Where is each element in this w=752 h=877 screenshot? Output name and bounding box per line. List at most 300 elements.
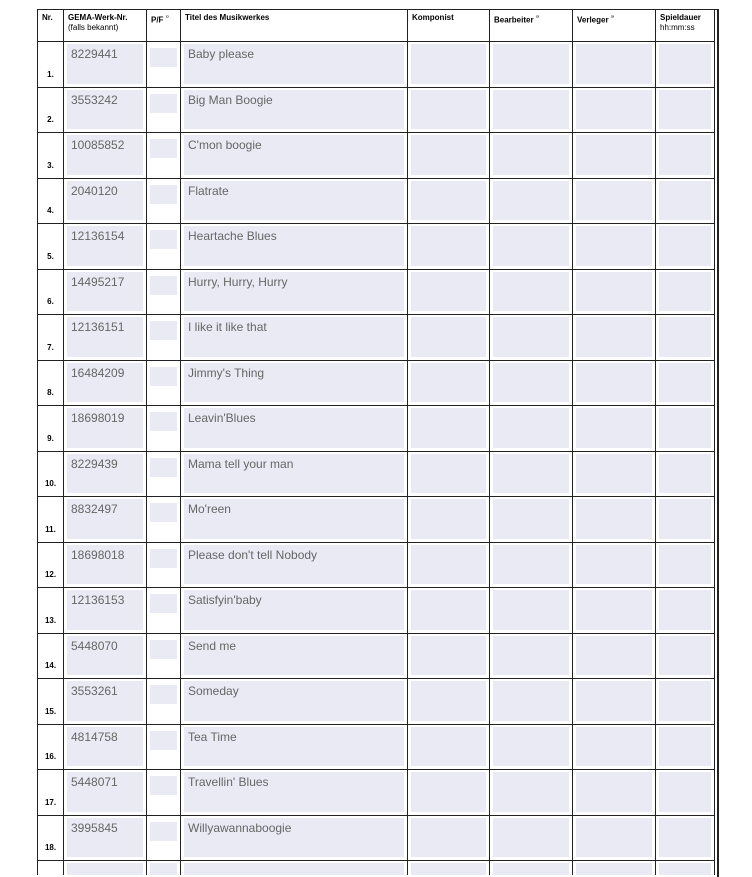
pf-field[interactable] [150,458,177,477]
row-number-label: 5. [47,251,54,261]
title-field[interactable] [184,545,404,585]
publisher-field[interactable] [576,226,652,266]
partial-row-cell [38,861,64,875]
music-works-form [37,9,717,875]
title-cell [181,361,408,407]
title-field-value: Jimmy's Thing [188,365,265,380]
arranger-cell [490,634,573,680]
row-number-label: 7. [47,342,54,352]
gema-number-field[interactable] [67,727,143,767]
partial-row-field[interactable] [576,863,652,875]
arranger-cell [490,679,573,725]
header-duration [656,10,715,42]
arranger-cell [490,88,573,134]
row-number [38,315,64,361]
publisher-cell [573,133,656,179]
partial-row-cell [181,861,408,875]
row-number [38,588,64,634]
header-arranger-footnote: ²⁾ [535,15,539,21]
gema-number-field-value: 18698018 [71,547,125,562]
duration-cell [656,133,715,179]
duration-cell [656,88,715,134]
pf-field[interactable] [150,503,177,522]
publisher-field[interactable] [576,727,652,767]
duration-cell [656,179,715,225]
row-number [38,361,64,407]
row-number-label: 10. [44,479,57,488]
composer-field[interactable] [411,135,486,175]
pf-field[interactable] [150,640,177,659]
header-title-label: Titel des Musikwerkes [185,13,270,22]
publisher-cell [573,725,656,771]
pf-field[interactable] [150,139,177,158]
pf-field[interactable] [150,412,177,431]
pf-cell [147,452,181,498]
duration-field[interactable] [659,272,711,312]
row-number-label: 1. [47,69,54,79]
title-field[interactable] [184,818,404,858]
row-number-label: 17. [44,797,57,807]
pf-cell [147,725,181,771]
title-cell [181,270,408,316]
title-field[interactable] [184,226,404,266]
header-title [181,10,408,42]
composer-field[interactable] [411,226,486,266]
gema-number-field[interactable] [67,499,143,539]
row-number [38,270,64,316]
gema-number-field[interactable] [67,408,143,448]
gema-number-field[interactable] [67,363,143,403]
publisher-field[interactable] [576,590,652,630]
gema-number-field-value: 8832497 [71,502,118,516]
composer-field[interactable] [411,636,486,676]
pf-field[interactable] [150,685,177,704]
gema-number-field[interactable] [67,135,143,175]
duration-field[interactable] [659,181,711,221]
publisher-field[interactable] [576,499,652,539]
duration-cell [656,588,715,634]
title-cell [181,179,408,225]
publisher-cell [573,588,656,634]
composer-cell [408,315,490,361]
title-field-value: Travellin' Blues [188,775,269,789]
composer-field[interactable] [411,499,486,539]
arranger-field[interactable] [493,272,569,312]
composer-field[interactable] [411,772,486,812]
arranger-cell [490,315,573,361]
publisher-field[interactable] [576,44,652,84]
publisher-field[interactable] [576,818,652,858]
duration-field[interactable] [659,226,711,266]
pf-cell [147,770,181,816]
pf-field[interactable] [150,367,177,386]
title-field[interactable] [184,499,404,539]
pf-field[interactable] [150,822,177,841]
gema-number-field-value: 16484209 [71,365,125,380]
partial-row-field[interactable] [493,863,569,875]
pf-field[interactable] [150,230,177,249]
title-field[interactable] [184,727,404,767]
row-number-label: 9. [47,433,54,443]
duration-cell [656,452,715,498]
duration-cell [656,42,715,88]
arranger-field[interactable] [493,727,569,767]
composer-field[interactable] [411,90,486,130]
gema-number-field[interactable] [67,317,143,357]
gema-number-field-value: 8229439 [71,456,118,471]
pf-cell [147,270,181,316]
arranger-field[interactable] [493,772,569,812]
row-number [38,406,64,452]
pf-cell [147,179,181,225]
duration-field[interactable] [659,727,711,767]
gema-number-field-value: 5448070 [71,638,118,653]
row-number [38,497,64,543]
arranger-cell [490,42,573,88]
title-field-value: Please don't tell Nobody [188,547,318,562]
row-number-label: 14. [44,661,57,670]
header-nr-label: Nr. [42,13,53,22]
row-number [38,452,64,498]
composer-field[interactable] [411,818,486,858]
title-field-value: Send me [188,638,237,653]
arranger-cell [490,361,573,407]
pf-cell [147,497,181,543]
pf-field[interactable] [150,94,177,113]
pf-cell [147,88,181,134]
title-field-value: Satisfyin'baby [188,593,262,607]
row-number-label: 4. [47,206,54,215]
pf-field[interactable] [150,276,177,295]
pf-field[interactable] [150,185,177,204]
partial-row-cell [408,861,490,875]
publisher-field[interactable] [576,681,652,721]
header-duration-sub: hh:mm:ss [660,23,695,32]
row-number [38,224,64,270]
publisher-cell [573,770,656,816]
publisher-field[interactable] [576,454,652,494]
duration-field[interactable] [659,44,711,84]
row-number [38,133,64,179]
composer-field[interactable] [411,181,486,221]
composer-cell [408,361,490,407]
gema-cell [64,679,147,725]
composer-cell [408,133,490,179]
composer-cell [408,588,490,634]
publisher-cell [573,406,656,452]
pf-field[interactable] [150,48,177,67]
partial-row-cell [573,861,656,875]
gema-number-field[interactable] [67,545,143,585]
publisher-cell [573,224,656,270]
publisher-cell [573,179,656,225]
title-cell [181,452,408,498]
pf-field[interactable] [150,594,177,613]
header-arranger-label: Bearbeiter [494,15,534,25]
composer-field[interactable] [411,44,486,84]
gema-number-field[interactable] [67,272,143,312]
gema-cell [64,588,147,634]
pf-field[interactable] [150,549,177,568]
title-field[interactable] [184,317,404,357]
gema-cell [64,634,147,680]
gema-number-field[interactable] [67,454,143,494]
composer-cell [408,497,490,543]
publisher-field[interactable] [576,636,652,676]
composer-cell [408,406,490,452]
header-publisher [573,10,656,42]
title-field-value: I like it like that [188,320,267,334]
pf-field[interactable] [150,731,177,750]
header-pf-label: P/F [151,15,164,25]
title-field[interactable] [184,272,404,312]
partial-row-field[interactable] [659,863,711,875]
gema-cell [64,452,147,498]
arranger-field[interactable] [493,454,569,494]
composer-cell [408,770,490,816]
header-pf [147,10,181,42]
header-arranger [490,10,573,42]
title-field[interactable] [184,363,404,403]
header-publisher-footnote: ³⁾ [610,15,614,21]
duration-field[interactable] [659,317,711,357]
composer-cell [408,816,490,862]
duration-cell [656,361,715,407]
title-field[interactable] [184,44,404,84]
pf-cell [147,224,181,270]
partial-row-field[interactable] [411,863,486,875]
partial-row-cell [147,861,181,875]
duration-field[interactable] [659,636,711,676]
publisher-field[interactable] [576,545,652,585]
publisher-field[interactable] [576,772,652,812]
duration-field[interactable] [659,681,711,721]
arranger-field[interactable] [493,681,569,721]
composer-field[interactable] [411,545,486,585]
header-pf-footnote: ¹⁾ [165,15,169,21]
composer-field[interactable] [411,272,486,312]
arranger-field[interactable] [493,317,569,357]
gema-number-field[interactable] [67,681,143,721]
gema-number-field-value: 10085852 [71,138,125,152]
partial-row-field[interactable] [184,863,404,875]
gema-number-field[interactable] [67,181,143,221]
composer-field[interactable] [411,727,486,767]
row-number [38,179,64,225]
arranger-cell [490,725,573,771]
gema-number-field-value: 18698019 [71,411,125,425]
title-field-value: Tea Time [188,729,237,744]
title-cell [181,224,408,270]
row-number [38,634,64,680]
pf-cell [147,634,181,680]
arranger-field[interactable] [493,636,569,676]
title-cell [181,406,408,452]
gema-number-field-value: 14495217 [71,274,125,289]
arranger-cell [490,770,573,816]
composer-cell [408,634,490,680]
title-cell [181,88,408,134]
arranger-field[interactable] [493,408,569,448]
arranger-field[interactable] [493,135,569,175]
gema-number-field-value: 12136151 [71,320,125,334]
duration-field[interactable] [659,772,711,812]
publisher-cell [573,816,656,862]
composer-field[interactable] [411,363,486,403]
row-number-label: 2. [47,115,54,124]
composer-cell [408,88,490,134]
gema-number-field[interactable] [67,44,143,84]
title-cell [181,42,408,88]
row-number-label: 18. [44,843,57,852]
title-field[interactable] [184,590,404,630]
row-number-label: 16. [44,752,57,761]
title-field[interactable] [184,90,404,130]
composer-field[interactable] [411,590,486,630]
row-number-label: 11. [45,524,56,534]
publisher-field[interactable] [576,317,652,357]
duration-field[interactable] [659,363,711,403]
title-field[interactable] [184,181,404,221]
gema-number-field-value: 4814758 [71,729,118,744]
composer-cell [408,452,490,498]
pf-cell [147,816,181,862]
gema-number-field[interactable] [67,90,143,130]
gema-number-field[interactable] [67,226,143,266]
title-cell [181,315,408,361]
publisher-field[interactable] [576,90,652,130]
composer-field[interactable] [411,454,486,494]
header-gema-label: GEMA-Werk-Nr. [68,13,128,22]
title-field[interactable] [184,772,404,812]
row-number [38,543,64,589]
composer-field[interactable] [411,408,486,448]
publisher-field[interactable] [576,272,652,312]
gema-number-field-value: 3995845 [71,820,118,835]
gema-number-field[interactable] [67,818,143,858]
duration-field[interactable] [659,454,711,494]
title-cell [181,816,408,862]
duration-field[interactable] [659,818,711,858]
works-table [37,9,717,875]
duration-field[interactable] [659,590,711,630]
gema-number-field-value: 2040120 [71,183,118,198]
title-field-value: C'mon boogie [188,138,262,152]
title-field-value: Mo'reen [188,502,231,516]
gema-number-field[interactable] [67,636,143,676]
arranger-field[interactable] [493,818,569,858]
duration-cell [656,725,715,771]
duration-field[interactable] [659,135,711,175]
header-gema-sub: (falls bekannt) [68,23,119,32]
title-field[interactable] [184,681,404,721]
composer-cell [408,179,490,225]
gema-number-field[interactable] [67,772,143,812]
duration-field[interactable] [659,545,711,585]
row-number-label: 6. [47,297,54,306]
gema-cell [64,770,147,816]
publisher-field[interactable] [576,135,652,175]
arranger-cell [490,543,573,589]
publisher-field[interactable] [576,181,652,221]
partial-row-field[interactable] [67,863,143,875]
arranger-field[interactable] [493,226,569,266]
title-field-value: Flatrate [188,183,229,198]
duration-field[interactable] [659,499,711,539]
partial-row-field[interactable] [150,863,177,875]
duration-field[interactable] [659,408,711,448]
title-field[interactable] [184,135,404,175]
arranger-cell [490,270,573,316]
publisher-cell [573,497,656,543]
title-field[interactable] [184,408,404,448]
gema-cell [64,179,147,225]
header-duration-label: Spieldauer [660,13,701,22]
gema-number-field[interactable] [67,590,143,630]
title-field-value: Someday [188,684,239,698]
arranger-field[interactable] [493,499,569,539]
gema-cell [64,224,147,270]
header-gema [64,10,147,42]
publisher-cell [573,270,656,316]
arranger-cell [490,816,573,862]
row-number [38,88,64,134]
publisher-cell [573,634,656,680]
composer-cell [408,42,490,88]
title-field-value: Mama tell your man [188,456,294,471]
arranger-cell [490,452,573,498]
arranger-field[interactable] [493,590,569,630]
publisher-field[interactable] [576,408,652,448]
arranger-field[interactable] [493,181,569,221]
row-number-label: 3. [47,160,54,170]
title-field[interactable] [184,454,404,494]
publisher-field[interactable] [576,363,652,403]
partial-row-cell [64,861,147,875]
arranger-field[interactable] [493,363,569,403]
arranger-cell [490,497,573,543]
gema-number-field-value: 12136153 [71,593,125,607]
pf-field[interactable] [150,321,177,340]
row-number-label: 15. [44,706,57,716]
publisher-cell [573,679,656,725]
title-cell [181,634,408,680]
arranger-field[interactable] [493,44,569,84]
gema-number-field-value: 5448071 [71,775,118,789]
gema-cell [64,270,147,316]
title-field-value: Leavin'Blues [188,411,256,425]
gema-cell [64,361,147,407]
arranger-cell [490,133,573,179]
arranger-field[interactable] [493,545,569,585]
row-number [38,770,64,816]
duration-field[interactable] [659,90,711,130]
arranger-field[interactable] [493,90,569,130]
gema-cell [64,88,147,134]
composer-field[interactable] [411,317,486,357]
composer-field[interactable] [411,681,486,721]
publisher-cell [573,361,656,407]
composer-cell [408,725,490,771]
gema-cell [64,543,147,589]
title-field[interactable] [184,636,404,676]
pf-field[interactable] [150,776,177,795]
title-field-value: Willyawannaboogie [188,820,292,835]
row-number-label: 12. [44,570,57,579]
duration-cell [656,406,715,452]
row-number [38,725,64,771]
arranger-cell [490,406,573,452]
